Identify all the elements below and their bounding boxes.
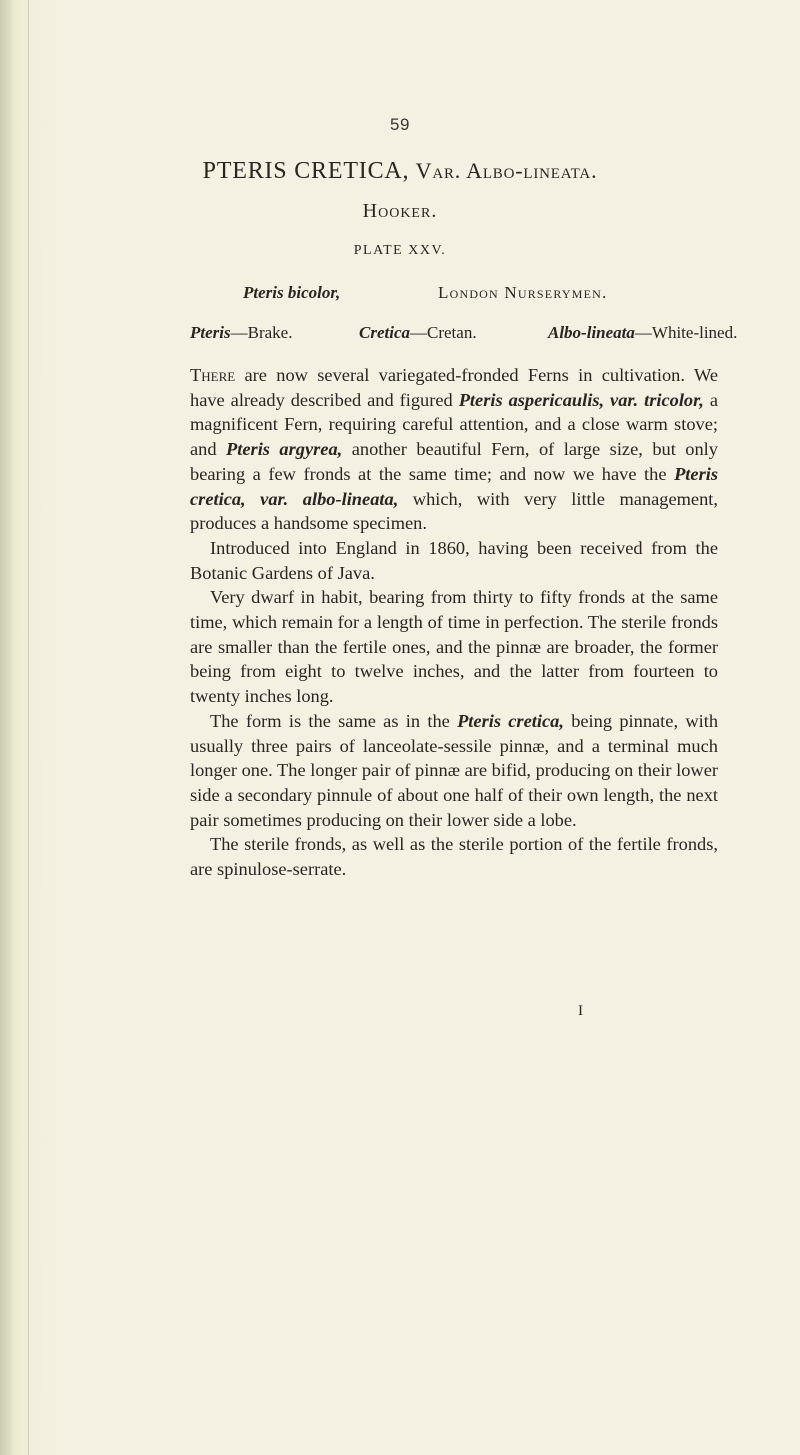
synonym-line bbox=[0, 283, 800, 307]
text-run: another beautiful Fern, of large size, but only bearing a few fronds at the same time; and now we have the bbox=[190, 439, 718, 484]
etymology-item bbox=[190, 323, 292, 343]
species-name: Pteris aspericaulis, var. tricolor, bbox=[458, 389, 704, 410]
synonym-name: Pteris bicolor, bbox=[243, 283, 341, 302]
body-text bbox=[190, 363, 718, 882]
species-name: Pteris cretica, var. albo-lineata, bbox=[190, 463, 718, 509]
species-name: Pteris argyrea, bbox=[226, 439, 343, 460]
etymology-term: Pteris bbox=[190, 323, 231, 342]
etymology-item bbox=[548, 323, 737, 343]
text-run: being pinnate, with usually three pairs of lanceolate-sessile pinnæ, and a terminal much longer one. The longer pair of pinnæ are bifid, producing on their lower side a secondary pinnule of about one half of their own length, the next pair sometimes producing on their lower side a lobe. bbox=[190, 710, 719, 830]
title-species: PTERIS CRETICA, bbox=[202, 158, 410, 184]
title-variety: Var. Albo-lineata. bbox=[415, 158, 598, 183]
text-run: a magnificent Fern, requiring careful attention, and a close warm stove; and bbox=[190, 389, 718, 460]
synonym-source: London Nurserymen. bbox=[438, 283, 608, 302]
etymology-meaning: —White-lined. bbox=[634, 323, 738, 342]
page-number: 59 bbox=[390, 115, 410, 134]
species-name: Pteris cretica, bbox=[457, 710, 564, 731]
paragraph bbox=[190, 363, 718, 536]
etymology-meaning: —Brake. bbox=[230, 323, 293, 342]
paragraph: The sterile fronds, as well as the sterile portion of the fertile fronds, are spinulose-serrate. bbox=[190, 834, 718, 880]
authority: Hooker. bbox=[362, 200, 438, 222]
text-run: are now several variegated-fronded Ferns in cultivation. We have already described and figured bbox=[190, 365, 718, 410]
signature-mark: I bbox=[578, 1003, 583, 1019]
paragraph: Very dwarf in habit, bearing from thirty to fifty fronds at the same time, which remain for a length of time in perfection. The sterile fronds are smaller than the fertile ones, and the pinnæ are broader, the former being from eight to twelve inches, and the latter from fourteen to twenty inches long. bbox=[190, 587, 718, 707]
etymology-term: Cretica bbox=[359, 323, 410, 342]
plate-number: PLATE XXV. bbox=[353, 243, 447, 258]
text-run: which, with very little management, produces a handsome specimen. bbox=[190, 488, 718, 534]
etymology-line bbox=[0, 323, 800, 347]
paragraph bbox=[190, 709, 718, 833]
text-run: The form is the same as in the bbox=[210, 710, 458, 731]
lead-word: There bbox=[190, 365, 236, 385]
paragraph: Introduced into England in 1860, having been received from the Botanic Gardens of Java. bbox=[190, 537, 718, 583]
etymology-term: Albo-lineata bbox=[548, 323, 635, 342]
etymology-item bbox=[359, 323, 477, 343]
etymology-meaning: —Cretan. bbox=[410, 323, 477, 342]
page-title bbox=[0, 158, 800, 185]
